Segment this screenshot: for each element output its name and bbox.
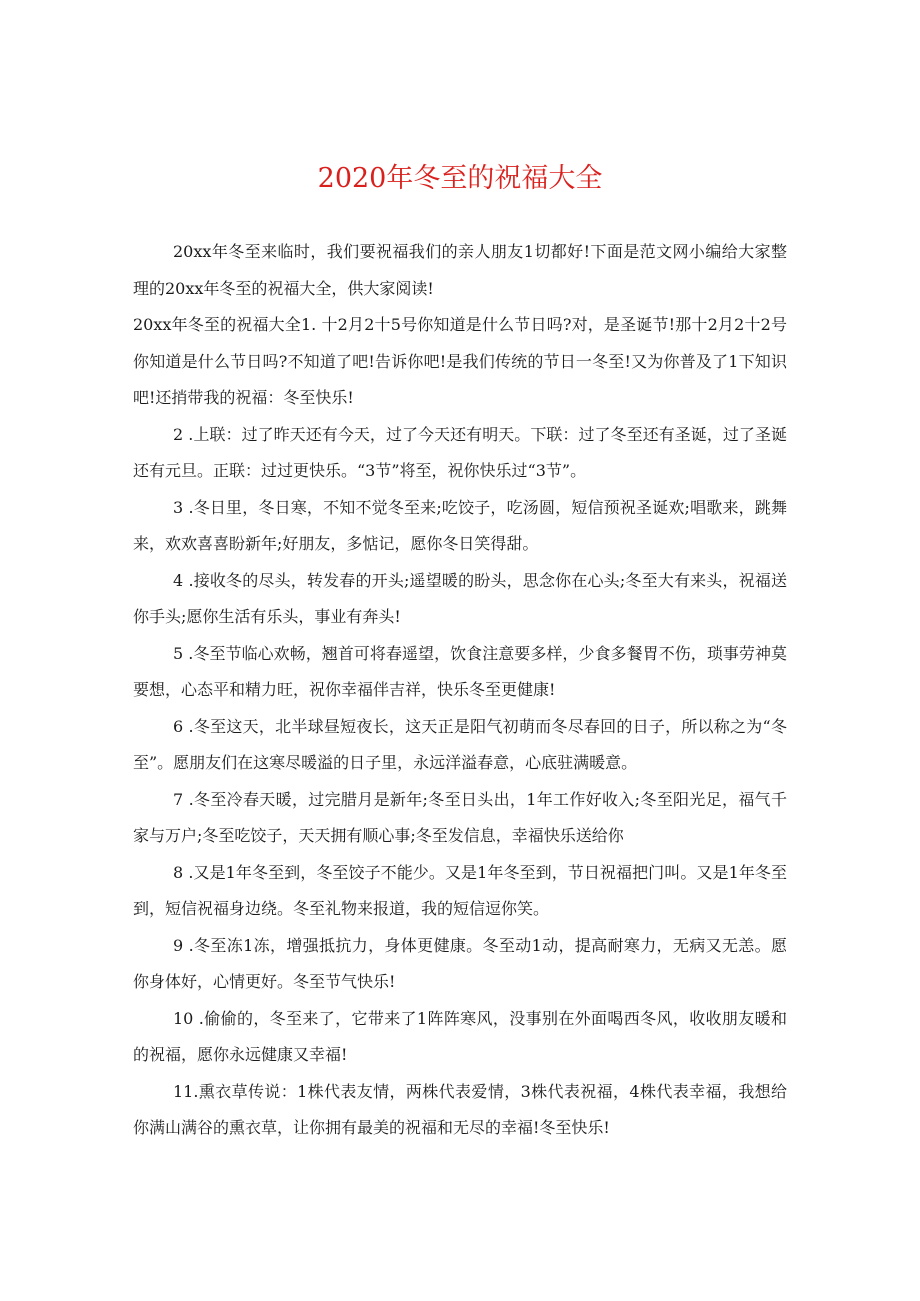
item-paragraph-11: 11.熏衣草传说：1株代表友情，两株代表爱情，3株代表祝福，4株代表幸福，我想给你满山满谷的熏衣草，让你拥有最美的祝福和无尽的幸福!冬至快乐! (133, 1081, 787, 1137)
document-body (133, 234, 787, 1147)
intro-paragraph: 20xx年冬至来临时，我们要祝福我们的亲人朋友1切都好!下面是范文网小编给大家整理的20xx年冬至的祝福大全，供大家阅读! (133, 242, 787, 298)
item-paragraph-6: 6 .冬至这天，北半球昼短夜长，这天正是阳气初萌而冬尽春回的日子，所以称之为“冬至”。愿朋友们在这寒尽暖溢的日子里，永远洋溢春意，心底驻满暖意。 (133, 716, 787, 772)
item-paragraph-4: 4 .接收冬的尽头，转发春的开头;遥望暖的盼头，思念你在心头;冬至大有来头，祝福送你手头;愿你生活有乐头，事业有奔头! (133, 570, 787, 626)
item-paragraph-2: 2 .上联：过了昨天还有今天，过了今天还有明天。下联：过了冬至还有圣诞，过了圣诞还有元旦。正联：过过更快乐。“3节”将至，祝你快乐过“3节”。 (133, 424, 787, 480)
document-title: 2020年冬至的祝福大全 (317, 163, 603, 194)
item-paragraph-10: 10 .偷偷的，冬至来了，它带来了1阵阵寒风，没事别在外面喝西冬风，收收朋友暖和的祝福，愿你永远健康又幸福! (133, 1008, 787, 1064)
item-paragraph-7: 7 .冬至冷春天暖，过完腊月是新年;冬至日头出，1年工作好收入;冬至阳光足，福气千家与万户;冬至吃饺子，天天拥有顺心事;冬至发信息，幸福快乐送给你 (133, 789, 787, 845)
item-paragraph-3: 3 .冬日里，冬日寒，不知不觉冬至来;吃饺子，吃汤圆，短信预祝圣诞欢;唱歌来，跳舞来，欢欢喜喜盼新年;好朋友，多惦记，愿你冬日笑得甜。 (133, 497, 787, 553)
item-paragraph-5: 5 .冬至节临心欢畅，翘首可将春遥望，饮食注意要多样，少食多餐胃不伤，琐事劳神莫要想，心态平和精力旺，祝你幸福伴吉祥，快乐冬至更健康! (133, 643, 787, 699)
first-item-paragraph: 20xx年冬至的祝福大全1. 十2月2十5号你知道是什么节日吗?对，是圣诞节!那十2月2十2号你知道是什么节日吗?不知道了吧!告诉你吧!是我们传统的节日一冬至!又为你普及了1下知识吧!还捎带我的祝福：冬至快乐! (133, 315, 787, 407)
item-paragraph-8: 8 .又是1年冬至到，冬至饺子不能少。又是1年冬至到，节日祝福把门叫。又是1年冬至到，短信祝福身边绕。冬至礼物来报道，我的短信逗你笑。 (133, 862, 787, 918)
item-paragraph-9: 9 .冬至冻1冻，增强抵抗力，身体更健康。冬至动1动，提高耐寒力，无病又无恙。愿你身体好，心情更好。冬至节气快乐! (133, 935, 787, 991)
